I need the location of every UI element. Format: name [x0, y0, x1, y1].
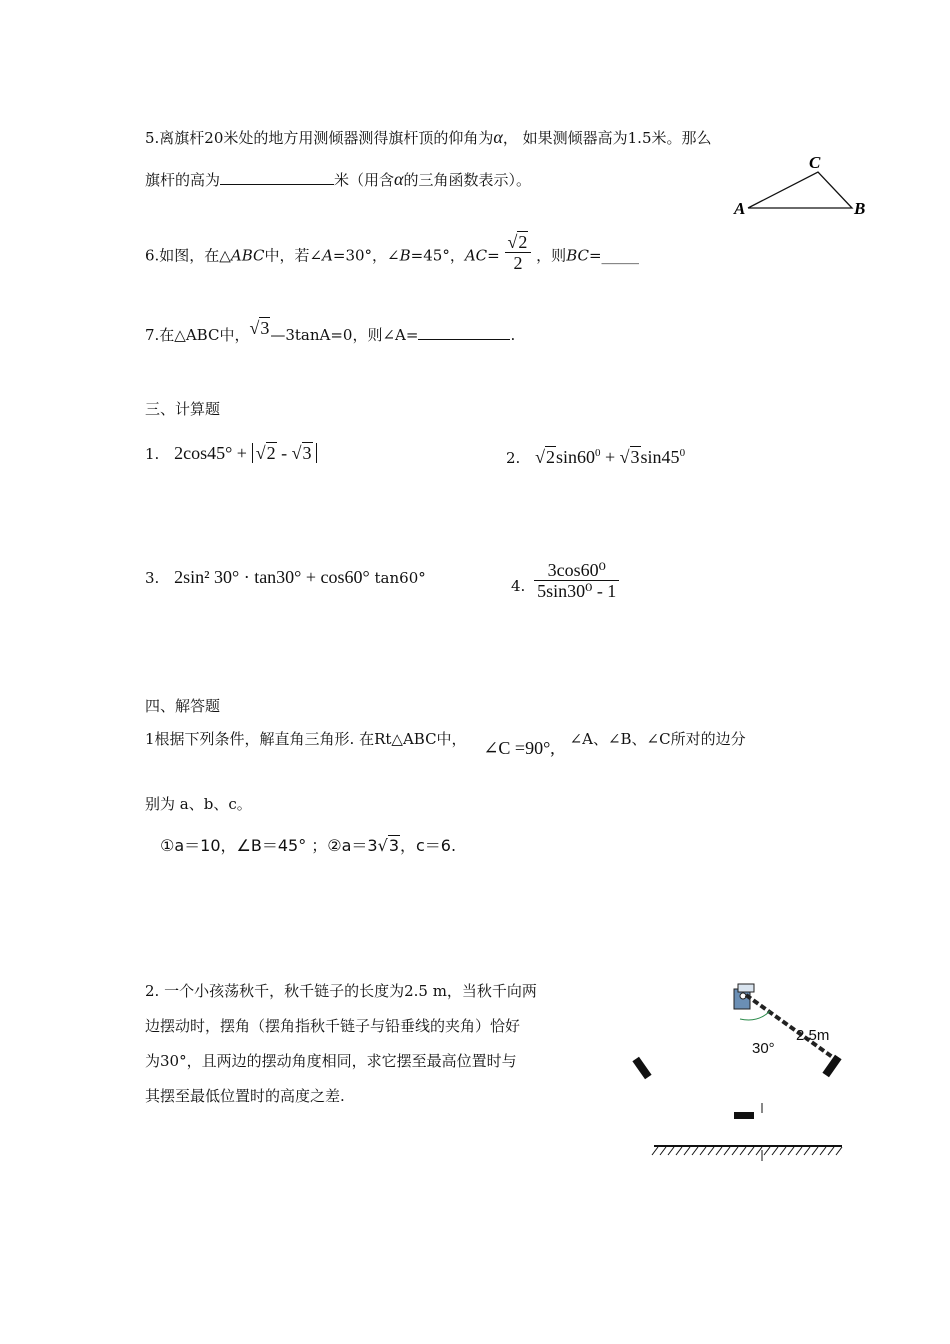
section4-q1-conditions: ①a＝10，∠B＝45° ；②a＝3√3，c＝6. — [160, 836, 457, 855]
swing-seat-right — [822, 1055, 841, 1078]
vertex-a-label: A — [734, 199, 746, 218]
angle-label: 30° — [752, 1040, 775, 1057]
sqrt-3: √3 — [249, 318, 270, 338]
section4-title: 四、解答题 — [145, 697, 221, 715]
answer-blank[interactable] — [418, 325, 510, 340]
q2-line2: 边摆动时，摆角（摆角指秋千链子与铅垂线的夹角）恰好 — [145, 1017, 521, 1035]
section4-q1-line2: 别为 a、b、c。 — [145, 795, 252, 813]
angle-arc — [740, 1011, 770, 1020]
ground-hatching — [652, 1147, 842, 1155]
q6-line: 6.如图，在△ABC中，若∠A=30°，∠B=45°，AC= $\frac{√2}{2}$ ，则BC=_____ — [145, 232, 640, 273]
section4-q1-line1: 1根据下列条件，解直角三角形. 在Rt△ABC中， ∠C =90°, ∠A、∠B、∠C所对的边分 — [145, 730, 746, 758]
absolute-value: √2 - √3 — [252, 443, 317, 463]
vertex-c-label: C — [809, 153, 821, 172]
q2-line4: 其摆至最低位置时的高度之差. — [145, 1087, 345, 1105]
q7-line: 7.在△ABC中，√3—3tanA=0，则∠A= . — [145, 318, 516, 344]
q2-line1: 2. 一个小孩荡秋千，秋千链子的长度为2.5 m，当秋千向两 — [145, 982, 537, 1000]
q5-line1: 5.离旗杆20米处的地方用测倾器测得旗杆顶的仰角为α， 如果测倾器高为1.5米。那么 — [145, 127, 712, 147]
triangle-figure — [730, 150, 870, 225]
problem-3-4: 4. $\frac{\text{3cos60⁰}}{\text{5sin30⁰ - 1}}$ — [511, 560, 619, 601]
q5-line2: 旗杆的高为 米（用含α的三角函数表示）。 — [145, 169, 531, 189]
problem-3-1: 1. 2cos45° + √2 - √3 — [145, 443, 317, 464]
alpha-symbol: α — [394, 169, 404, 189]
triangle-shape — [748, 172, 852, 208]
problem-3-3: 3. 2sin² 30° · tan30° + cos60° tan60° — [145, 567, 426, 587]
swing-seat-left — [632, 1057, 651, 1080]
section3-title: 三、计算题 — [145, 400, 221, 418]
swing-figure — [630, 975, 850, 1170]
vertex-b-label: B — [854, 199, 866, 218]
swing-seat-bottom — [734, 1112, 754, 1119]
q2-line3: 为30°，且两边的摆动角度相同，求它摆至最高位置时与 — [145, 1052, 517, 1070]
fraction-root2-over-2: $\frac{√2}{2}$ — [505, 232, 532, 273]
fraction-expression: $\frac{\text{3cos60⁰}}{\text{5sin30⁰ - 1}}$ — [534, 560, 619, 601]
alpha-symbol: α — [493, 127, 503, 147]
problem-3-2: 2. $√2\sin 60^0 + √3\sin 45^0$ — [506, 447, 686, 467]
answer-blank[interactable] — [220, 170, 334, 185]
length-label: 2.5m — [796, 1027, 830, 1044]
